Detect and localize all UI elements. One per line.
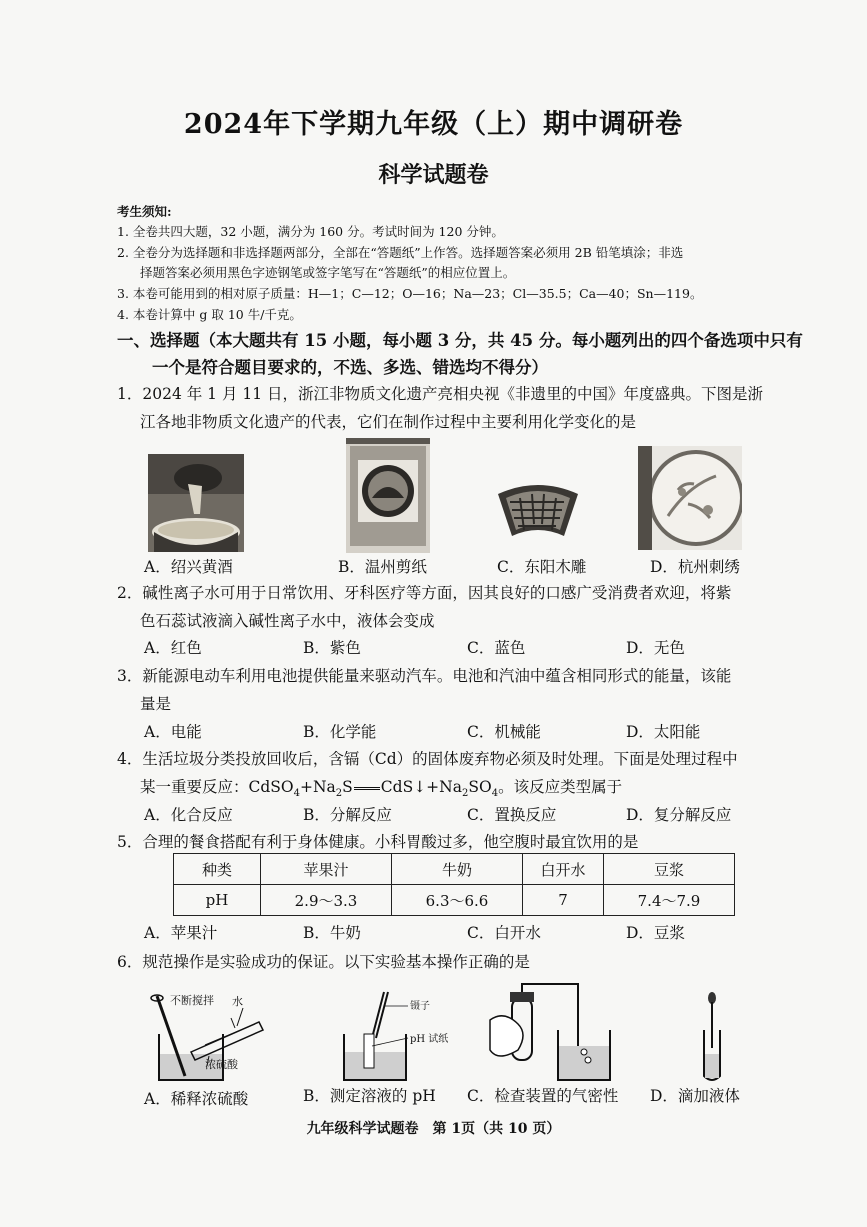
page-footer: 九年级科学试题卷 第 1页（共 10 页） — [306, 1121, 561, 1137]
q6-option-c[interactable]: C．检查装置的气密性 — [467, 1087, 619, 1105]
question-2-cont: 色石蕊试液滴入碱性离子水中，液体会变成 — [140, 612, 435, 630]
table-cell: 豆浆 — [604, 854, 735, 885]
stir-label: 不断搅拌 — [170, 994, 214, 1007]
q4-option-c[interactable]: C．置换反应 — [467, 806, 557, 824]
table-cell: 2.9～3.3 — [261, 885, 392, 916]
question-2: 2．碱性离子水可用于日常饮用、牙科医疗等方面，因其良好的口感广受消费者欢迎，将紫 — [117, 584, 732, 602]
q4-suffix: 。该反应类型属于 — [498, 778, 623, 796]
q1-option-d[interactable]: D．杭州刺绣 — [650, 558, 740, 576]
q5-option-a[interactable]: A．苹果汁 — [144, 924, 218, 942]
table-cell: 牛奶 — [392, 854, 523, 885]
q1-option-c[interactable]: C．东阳木雕 — [497, 558, 587, 576]
q4-prefix: 某一重要反应： — [140, 778, 249, 796]
table-cell: 6.3～6.6 — [392, 885, 523, 916]
section-heading-cont: 一个是符合题目要求的，不选、多选、错选均不得分） — [152, 358, 548, 377]
question-1-cont: 江各地非物质文化遗产的代表，它们在制作过程中主要利用化学变化的是 — [140, 413, 637, 431]
q6-option-b[interactable]: B．测定溶液的 pH — [303, 1087, 436, 1105]
q6-option-d[interactable]: D．滴加液体 — [650, 1087, 740, 1105]
table-cell: 白开水 — [523, 854, 604, 885]
paper-cut-image — [346, 438, 430, 553]
q1-option-b[interactable]: B．温州剪纸 — [338, 558, 427, 576]
notice-item: 1. 全卷共四大题，32 小题，满分为 160 分。考试时间为 120 分钟。 — [117, 224, 504, 239]
q2-option-d[interactable]: D．无色 — [626, 639, 685, 657]
water-label: 水 — [232, 995, 243, 1008]
q4-option-d[interactable]: D．复分解反应 — [626, 806, 732, 824]
q2-option-b[interactable]: B．紫色 — [303, 639, 361, 657]
tweezers-label: 镊子 — [410, 1001, 430, 1012]
q2-option-c[interactable]: C．蓝色 — [467, 639, 526, 657]
question-6: 6．规范操作是实验成功的保证。以下实验基本操作正确的是 — [117, 953, 530, 971]
table-row — [174, 854, 735, 885]
question-5: 5．合理的餐食搭配有利于身体健康。小科胃酸过多，他空腹时最宜饮用的是 — [117, 833, 639, 851]
q3-option-c[interactable]: C．机械能 — [467, 723, 541, 741]
embroidery-image — [638, 446, 742, 550]
question-1: 1．2024 年 1 月 11 日，浙江非物质文化遗产亮相央视《非遗里的中国》年度盛典。下图是浙 — [117, 385, 764, 403]
q5-option-d[interactable]: D．豆浆 — [626, 924, 685, 942]
q3-option-b[interactable]: B．化学能 — [303, 723, 377, 741]
notice-heading: 考生须知: — [117, 204, 172, 219]
notice-item: 4. 本卷计算中 g 取 10 牛/千克。 — [117, 307, 302, 322]
ph-table — [173, 853, 735, 916]
airtight-check-diagram — [488, 980, 628, 1086]
question-3: 3．新能源电动车利用电池提供能量来驱动汽车。电池和汽油中蕴含相同形式的能量，该能 — [117, 667, 732, 685]
q1-option-a[interactable]: A．绍兴黄酒 — [144, 558, 233, 576]
chemical-equation: $CdSO_4+Na_2S$ $CdS↓+Na_2SO_4$ — [248, 778, 499, 800]
question-4-cont — [140, 775, 622, 799]
question-3-cont: 量是 — [140, 695, 172, 713]
q5-option-c[interactable]: C．白开水 — [467, 924, 541, 942]
q4-option-a[interactable]: A．化合反应 — [144, 806, 233, 824]
q2-option-a[interactable]: A．红色 — [144, 639, 202, 657]
q6-option-a[interactable]: A．稀释浓硫酸 — [144, 1090, 249, 1108]
wood-carving-image — [494, 480, 582, 542]
table-cell: 7 — [523, 885, 604, 916]
table-cell: 7.4～7.9 — [604, 885, 735, 916]
q3-option-d[interactable]: D．太阳能 — [626, 723, 701, 741]
q3-option-a[interactable]: A．电能 — [144, 723, 202, 741]
q4-option-b[interactable]: B．分解反应 — [303, 806, 392, 824]
notice-item: 择题答案必须用黑色字迹钢笔或签字笔写在“答题纸”的相应位置上。 — [140, 265, 516, 280]
page-subtitle: 科学试题卷 — [378, 162, 489, 188]
section-heading: 一、选择题（本大题共有 15 小题，每小题 3 分，共 45 分。每小题列出的四个备选项中只有 — [117, 331, 803, 350]
add-liquid-diagram — [690, 990, 736, 1086]
notice-item: 3. 本卷可能用到的相对原子质量：H—1；C—12；O—16；Na—23；Cl—35.5；Ca—40；Sn—119。 — [117, 286, 703, 301]
table-cell: pH — [174, 885, 261, 916]
table-row — [174, 885, 735, 916]
question-4: 4．生活垃圾分类投放回收后，含镉（Cd）的固体废弃物必须及时处理。下面是处理过程中 — [117, 750, 738, 768]
notice-item: 2. 全卷分为选择题和非选择题两部分，全部在“答题纸”上作答。选择题答案必须用 2B 铅笔填涂；非选 — [117, 245, 684, 260]
ph-paper-label: pH 试纸 — [410, 1034, 449, 1045]
table-cell: 苹果汁 — [261, 854, 392, 885]
q5-option-b[interactable]: B．牛奶 — [303, 924, 361, 942]
table-cell: 种类 — [174, 854, 261, 885]
yellow-wine-image — [148, 454, 244, 552]
acid-label: 浓硫酸 — [205, 1058, 238, 1071]
page-title: 2024年下学期九年级（上）期中调研卷 — [183, 109, 684, 140]
